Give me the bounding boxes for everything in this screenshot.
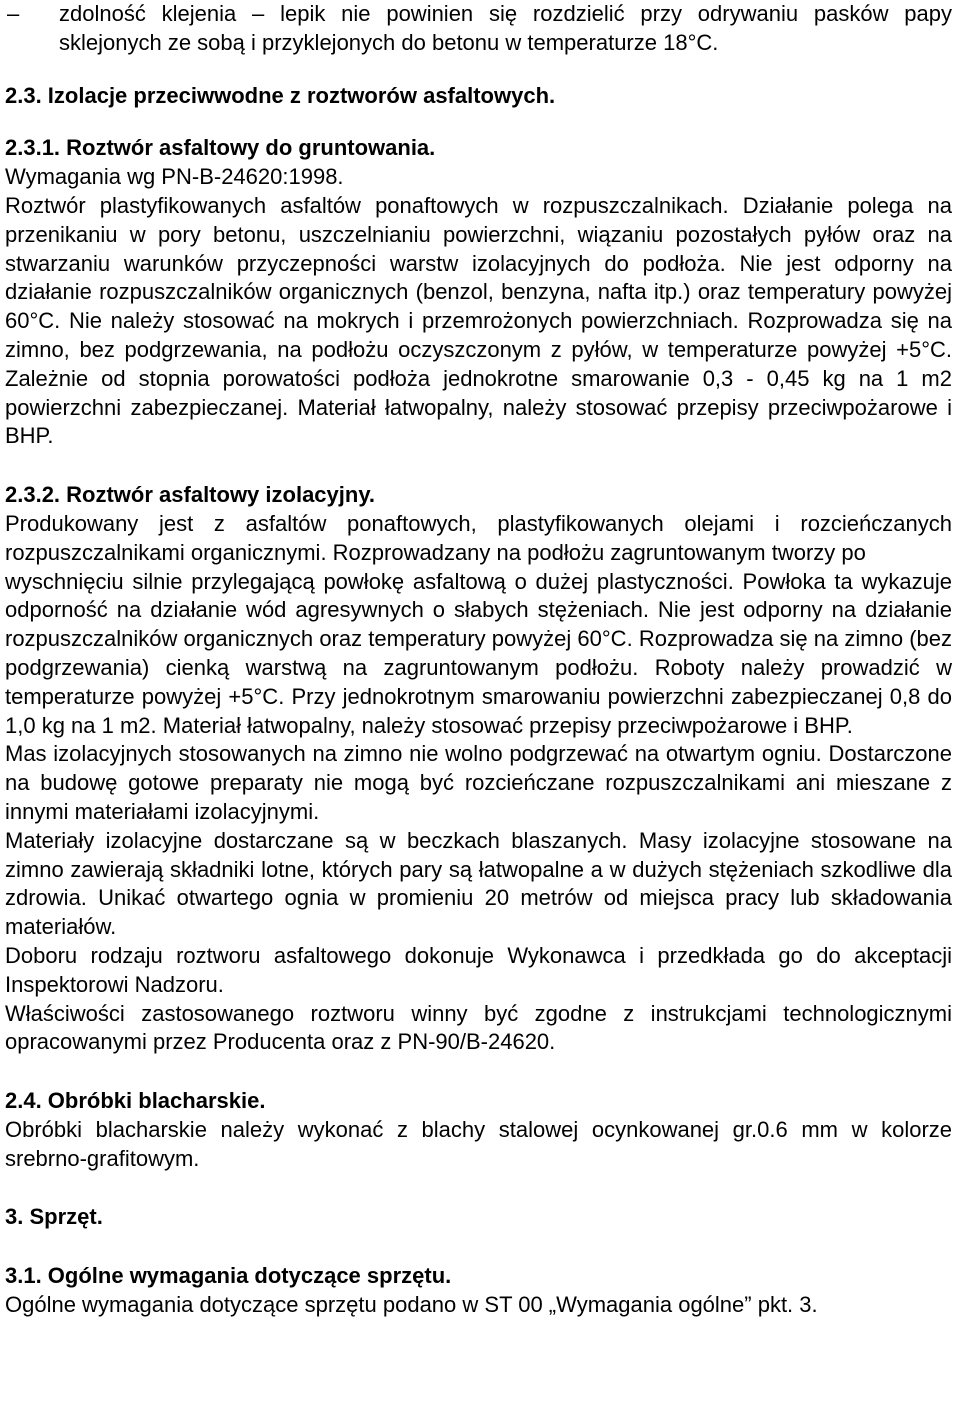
paragraph-no-heating: Mas izolacyjnych stosowanych na zimno nie wolno podgrzewać na otwartym ogniu. Dostarczone na budowę gotowe preparaty nie mogą być rozcieńczane rozpuszczalnikami ani mieszane z innymi materiałami izolacyjnymi. [5,741,952,824]
paragraph-contractor-choice: Doboru rodzaju roztworu asfaltowego dokonuje Wykonawca i przedkłada go do akceptacji Inspektorowi Nadzoru. [5,942,952,997]
bullet-dash: – [7,1,20,26]
paragraph-insulation-properties: wyschnięciu silnie przylegającą powłokę asfaltową o dużej plastyczności. Powłoka ta wykazuje odporność na działanie wód agresywnych o słabych stężeniach. Nie jest odporny na działanie rozpuszczalników organicznych oraz temperatury powyżej 60°C. Rozprowadza się na zimno (bez podgrzewania) cienką warstwą na zagruntowanym podłożu. Roboty należy prowadzić w temperaturze powyżej +5°C. Przy jednokrotnym smarowaniu powierzchni zabezpieczanej 0,8 do 1,0 kg na 1 m2. Materiał łatwopalny, należy stosować przepisy przeciwpożarowe i BHP. [5,568,952,738]
section-heading-3: 3. Sprzęt. [5,1204,103,1230]
section-heading-2-3-2: 2.3.2. Roztwór asfaltowy izolacyjny. [5,482,376,508]
paragraph-insulation-production: Produkowany jest z asfaltów ponaftowych, plastyfikowanych olejami i rozcieńczanych rozpuszczalnikami organicznymi. Rozprowadzany na podłożu zagruntowanym tworzy po [5,510,952,565]
section-heading-2-4: 2.4. Obróbki blacharskie. [5,1088,266,1114]
section-heading-2-3: 2.3. Izolacje przeciwwodne z roztworów asfaltowych. [5,82,556,108]
paragraph-properties-compliance: Właściwości zastosowanego roztworu winny być zgodne z instrukcjami technologicznymi opracowanymi przez Producenta oraz z PN-90/B-24620. [5,1000,952,1055]
paragraph-storage-safety: Materiały izolacyjne dostarczane są w beczkach blaszanych. Masy izolacyjne stosowane na zimno zawierają składniki lotne, których pary są łatwopalne a w dużych stężeniach szkodliwe dla zdrowia. Unikać otwartego ognia w promieniu 20 metrów od miejsca pracy lub składowania materiałów. [5,827,952,940]
bullet-item-adhesion [5,0,952,58]
section-heading-2-3-1: 2.3.1. Roztwór asfaltowy do gruntowania. [5,135,436,161]
paragraph-primer-description: Roztwór plastyfikowanych asfaltów ponaftowych w rozpuszczalnikach. Działanie polega na przenikaniu w pory betonu, uszczelnianiu powierzchni, wiązaniu pozostałych pyłów oraz na stwarzaniu warunków przyczepności warstw izolacyjnych do podłoża. Nie jest odporny na działanie rozpuszczalników organicznych (benzol, benzyna, nafta itp.) oraz temperatury powyżej 60°C. Nie należy stosować na mokrych i przemrożonych powierzchniach. Rozprowadza się na zimno, bez podgrzewania, na podłożu oczyszczonym z pyłów, w temperaturze powyżej +5°C. Zależnie od stopnia porowatości podłoża jednokrotne smarowanie 0,3 - 0,45 kg na 1 m2 powierzchni zabezpieczanej. Materiał łatwopalny, należy stosować przepisy przeciwpożarowe i BHP. [5,192,952,449]
bullet-item-text: zdolność klejenia – lepik nie powinien się rozdzielić przy odrywaniu pasków papy sklejonych ze sobą i przyklejonych do betonu w temperaturze 18°C. [59,1,952,55]
paragraph-standard-ref: Wymagania wg PN-B-24620:1998. [5,164,344,190]
section-heading-3-1: 3.1. Ogólne wymagania dotyczące sprzętu. [5,1263,452,1289]
paragraph-sheet-metal: Obróbki blacharskie należy wykonać z blachy stalowej ocynkowanej gr.0.6 mm w kolorze srebrno-grafitowym. [5,1116,952,1171]
paragraph-equipment-general: Ogólne wymagania dotyczące sprzętu podano w ST 00 „Wymagania ogólne” pkt. 3. [5,1292,818,1318]
